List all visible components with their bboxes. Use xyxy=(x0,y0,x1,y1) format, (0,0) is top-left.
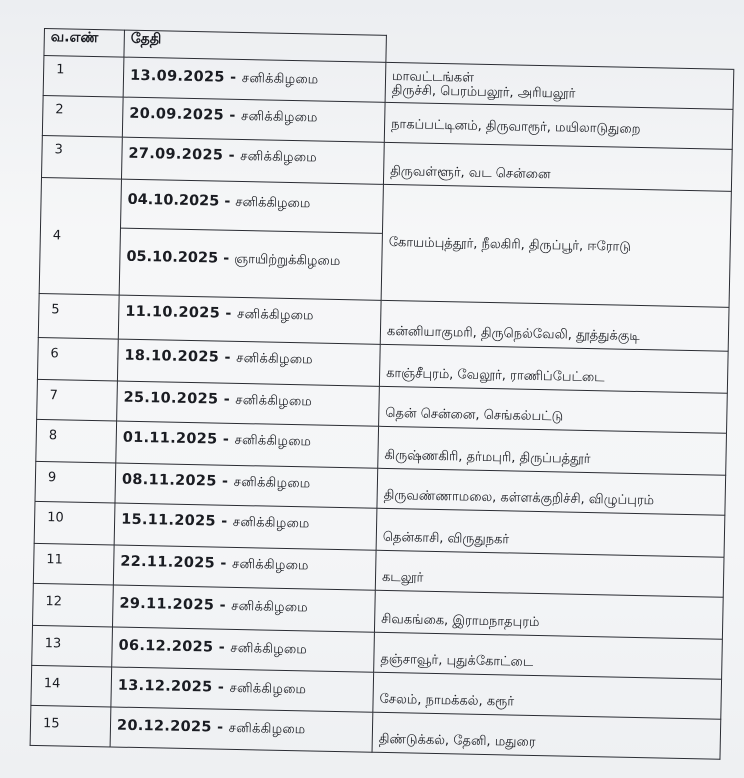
row-number: 15 xyxy=(30,705,111,747)
row-districts: கன்னியாகுமரி, திருநெல்வேலி, தூத்துக்குடி xyxy=(380,300,729,351)
row-number: 2 xyxy=(42,95,123,137)
row-date: 08.11.2025 - சனிக்கிழமை xyxy=(115,463,378,508)
row-date-pair xyxy=(119,179,383,300)
row-number: 12 xyxy=(33,583,114,627)
row-date: 18.10.2025 - சனிக்கிழமை xyxy=(117,339,380,386)
row-number: 6 xyxy=(37,337,118,381)
row-date: 13.09.2025 - சனிக்கிழமை xyxy=(123,57,386,102)
row-number: 8 xyxy=(36,419,117,463)
row-date: 11.10.2025 - சனிக்கிழமை xyxy=(118,295,381,344)
row-date-second: 05.10.2025 - ஞாயிற்றுக்கிழமை xyxy=(120,228,382,299)
row-number: 9 xyxy=(35,461,116,503)
row-districts: திருச்சி, பெரம்பலூர், அரியலூர் நாகப்பட்டினம், திருவாரூர், மயிலாடுதுறை xyxy=(384,102,733,149)
row-number: 5 xyxy=(38,293,119,339)
row-districts: சிவகங்கை, இராமநாதபுரம் xyxy=(374,590,723,639)
row-number: 10 xyxy=(34,501,115,545)
row-districts: காஞ்சீபுரம், வேலூர், ராணிப்பேட்டை xyxy=(379,344,728,393)
row-districts: தஞ்சாவூர், புதுக்கோட்டை xyxy=(374,632,723,679)
row-number: 1 xyxy=(43,56,124,98)
row-date: 20.09.2025 - சனிக்கிழமை xyxy=(122,97,385,142)
row-districts: தென் சென்னை, செங்கல்பட்டு xyxy=(379,386,728,433)
row-date: 06.12.2025 - சனிக்கிழமை xyxy=(112,627,375,672)
row-date: 27.09.2025 - சனிக்கிழமை xyxy=(121,137,384,184)
row-districts: சேலம், நாமக்கல், கரூர் xyxy=(373,672,722,719)
row-number: 14 xyxy=(31,665,112,707)
row-date: 04.10.2025 - சனிக்கிழமை xyxy=(127,191,311,212)
row-date: 15.11.2025 - சனிக்கிழமை xyxy=(114,503,377,550)
row-districts: திருவண்ணாமலை, கள்ளக்குறிச்சி, விழுப்புரம் xyxy=(377,468,726,515)
schedule-table-wrapper xyxy=(30,28,734,760)
row-districts: திருவள்ளூர், வட சென்னை xyxy=(383,142,732,191)
row-number: 3 xyxy=(41,135,122,179)
row-number: 13 xyxy=(32,625,113,667)
row-number: 4 xyxy=(39,177,121,295)
row-districts: கிருஷ்ணகிரி, தர்மபுரி, திருப்பத்தூர் xyxy=(378,426,727,475)
row-date: 25.10.2025 - சனிக்கிழமை xyxy=(117,381,380,426)
row-date: 22.11.2025 - சனிக்கிழமை xyxy=(113,545,376,590)
row-number: 7 xyxy=(37,379,118,421)
schedule-table xyxy=(30,28,735,760)
table-row xyxy=(39,177,731,307)
row-districts: கடலூர் xyxy=(375,550,724,597)
header-serial: வ.எண் xyxy=(44,29,125,58)
row-date: 13.12.2025 - சனிக்கிழமை xyxy=(111,667,374,712)
header-district: மாவட்டங்கள் xyxy=(391,68,475,86)
row-number: 11 xyxy=(33,543,114,585)
header-date: தேதி xyxy=(124,30,386,62)
row-districts: கோயம்புத்தூர், நீலகிரி, திருப்பூர், ஈரோடு xyxy=(381,184,731,307)
row-date: 01.11.2025 - சனிக்கிழமை xyxy=(116,421,379,468)
row-districts: திண்டுக்கல், தேனி, மதுரை xyxy=(372,712,721,759)
row-districts: தென்காசி, விருதுநகர் xyxy=(376,508,725,557)
row-date: 29.11.2025 - சனிக்கிழமை xyxy=(112,585,375,632)
row-date: 20.12.2025 - சனிக்கிழமை xyxy=(110,707,373,752)
